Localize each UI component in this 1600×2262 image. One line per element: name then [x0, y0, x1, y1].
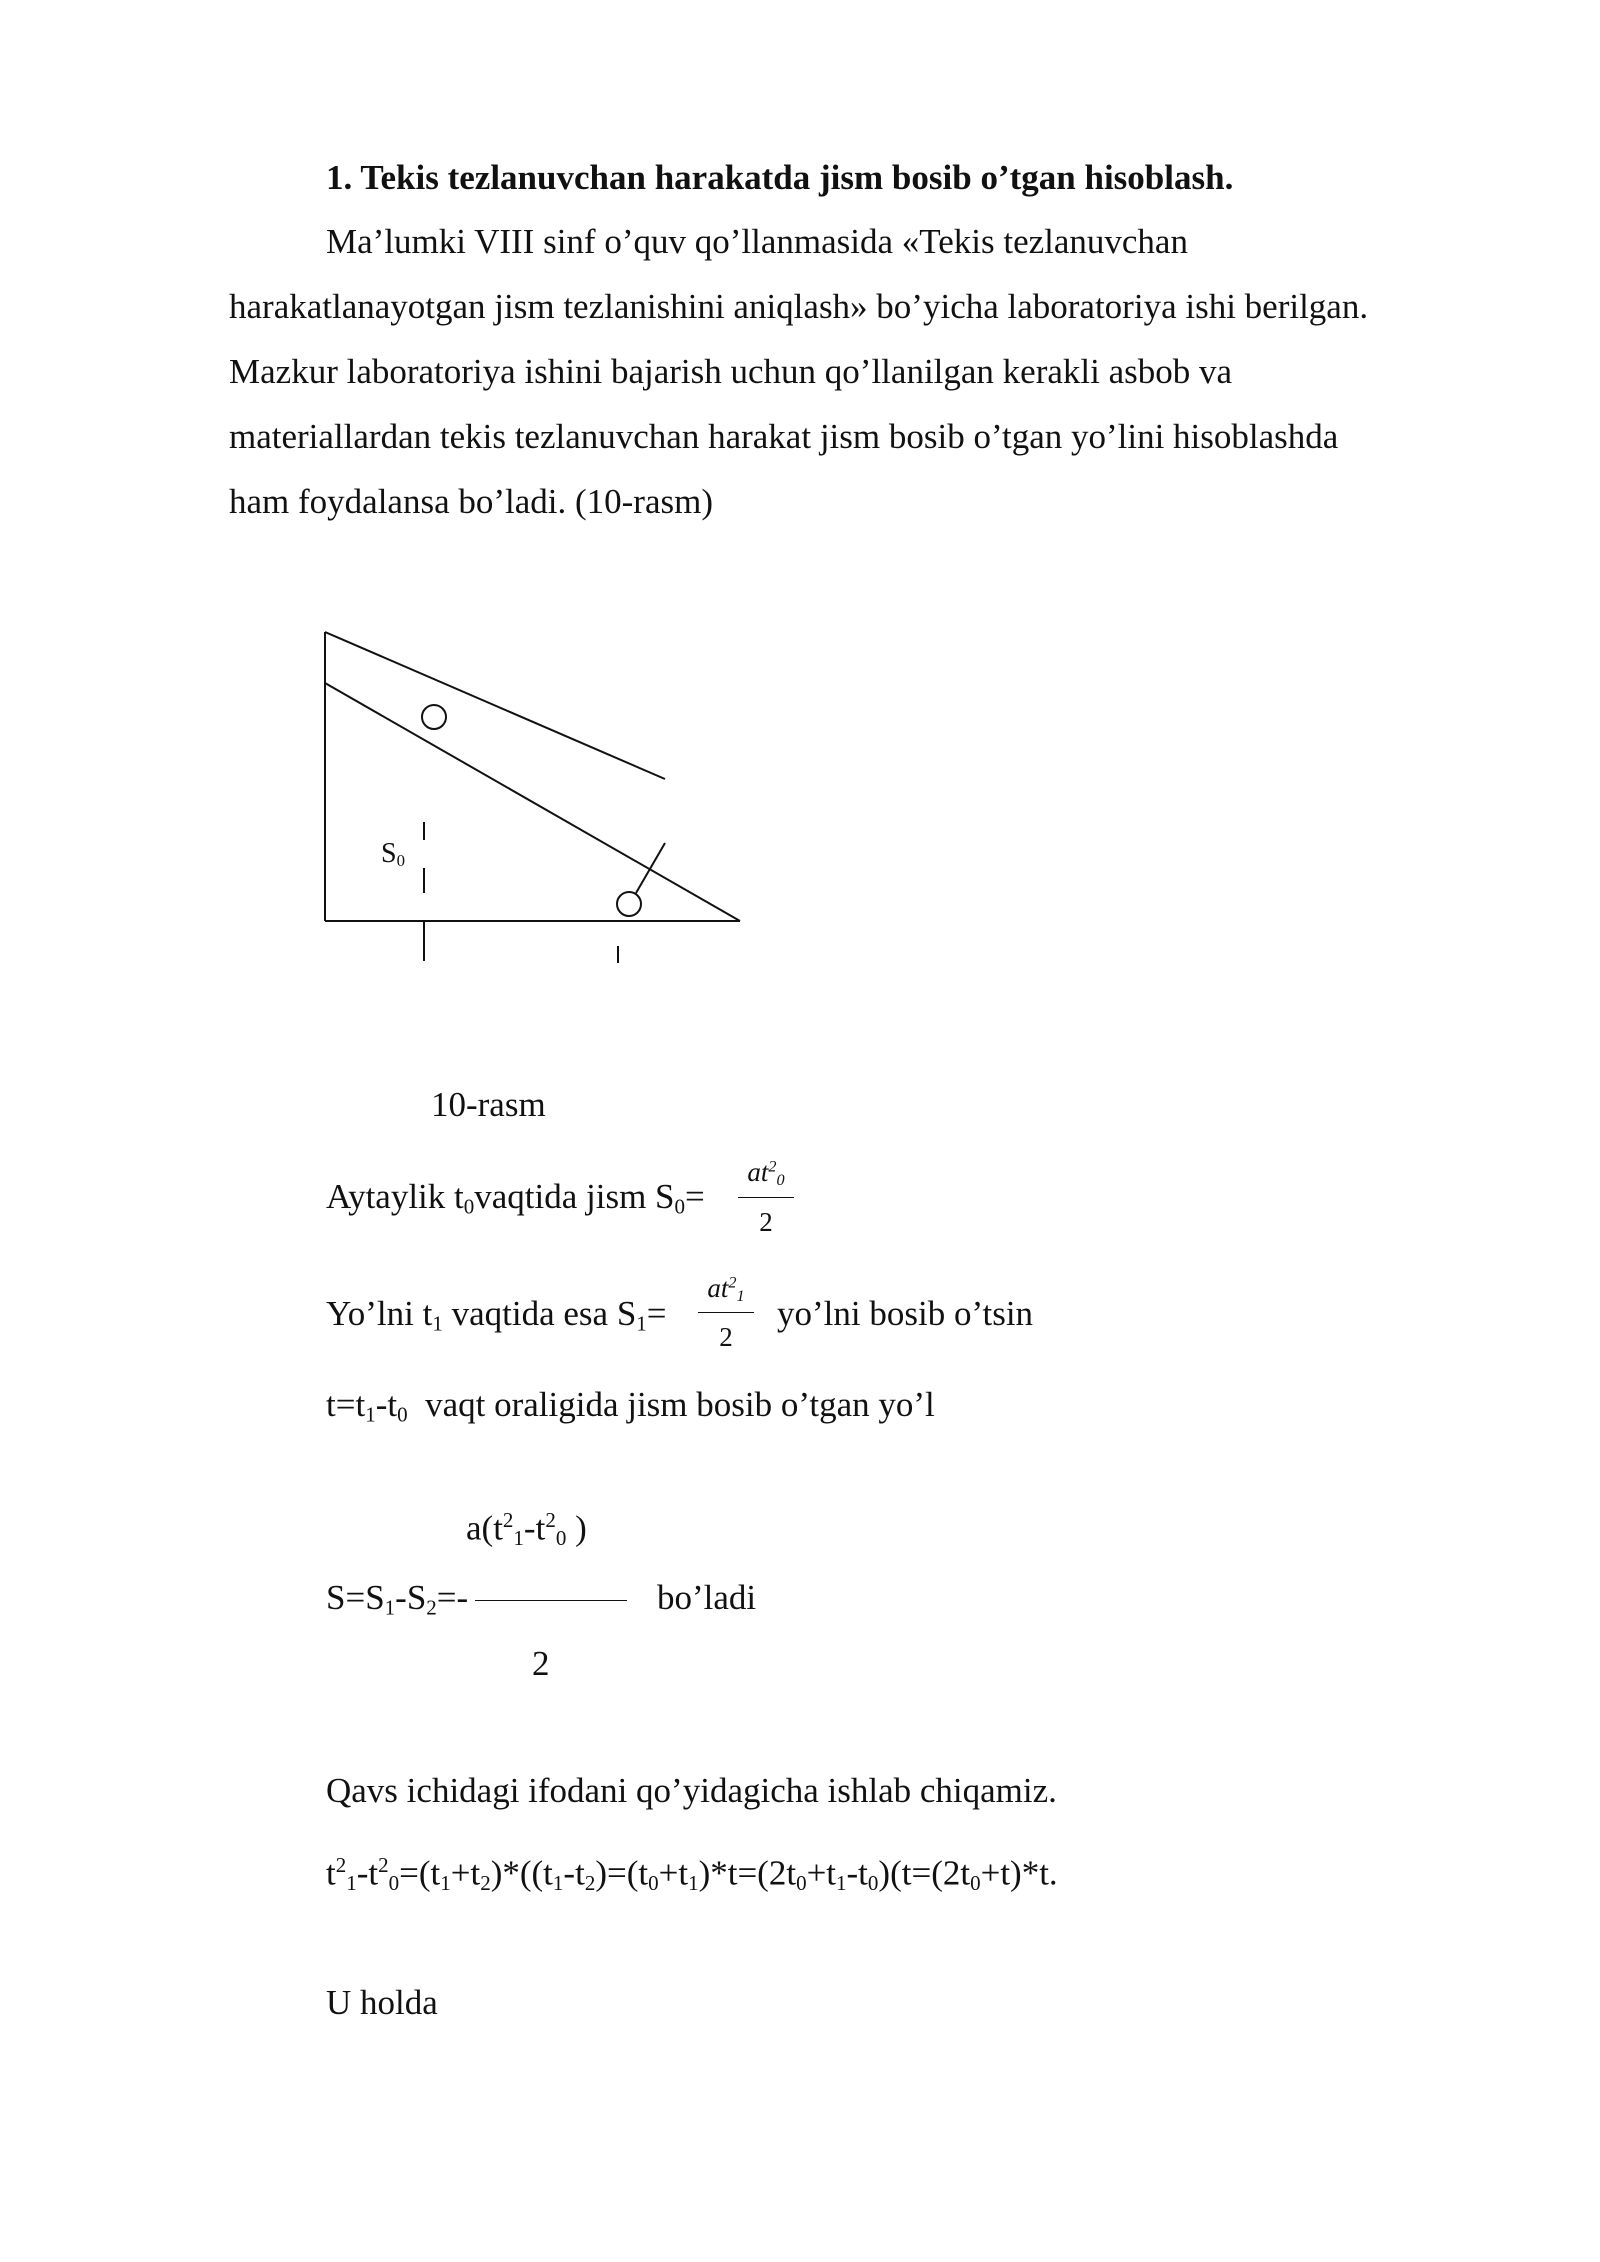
s0-label: $S_0$ — [381, 838, 405, 871]
section-heading: 1. Tekis tezlanuvchan harakatda jism bosib o’tgan hisoblash. — [326, 158, 1234, 197]
paragraph-line-2: harakatlanayotgan jism tezlanishini aniqlash» bo’yicha laboratoriya ishi berilgan. — [229, 287, 1369, 326]
paragraph-line-5: ham foydalansa bo’ladi. (10-rasm) — [229, 482, 714, 521]
eq3-text: $t=t_1-t_0$ vaqt oraligida jism bosib o’tgan yo’l — [326, 1385, 935, 1427]
eq4-after-text: bo’ladi — [657, 1578, 757, 1617]
paragraph-line-3: Mazkur laboratoriya ishini bajarish uchun qo’llanilgan kerakli asbob va — [229, 352, 1233, 391]
incline-line — [325, 683, 740, 921]
eq1-text: Aytaylik $t_0vaqtida$ jism $S_0=$ — [326, 1177, 705, 1219]
qavs-line: Qavs ichidagi ifodani qo’yidagicha ishlab chiqamiz. — [326, 1771, 1057, 1810]
eq2-after-text: yo’lni bosib o’tsin — [777, 1294, 1034, 1333]
eq4-lhs: $S=S_1-S_2=-$ — [326, 1578, 469, 1620]
eq1-numerator: $at^2_0$ — [747, 1157, 785, 1190]
eq1-fraction-bar — [738, 1197, 794, 1198]
eq4-numerator: $a(t^2_1-t^2_0$ ) — [466, 1508, 587, 1550]
ball-top — [422, 705, 446, 729]
eq5-text: $t^2_1-t^2_0=(t_1+t_2)*((t_1-t_2)=(t_0+t_1)*t=(2t_0+t_1-t_0)(t=(2t_0+t)*t$. — [326, 1853, 1058, 1895]
u-holda-line: U holda — [326, 1983, 438, 2022]
paragraph-line-1: Ma’lumki VIII sinf o’quv qo’llanmasida «Tekis tezlanuvchan — [326, 222, 1188, 261]
stopper-line — [636, 843, 665, 893]
eq2-text: Yo’lni $t_1$ vaqtida esa $S_1=$ — [326, 1294, 667, 1336]
eq2-fraction-bar — [698, 1312, 754, 1313]
eq2-denominator: 2 — [719, 1322, 733, 1352]
figure-caption: 10-rasm — [431, 1085, 546, 1124]
upper-rail-line — [325, 632, 665, 779]
eq4-denominator: 2 — [532, 1644, 550, 1683]
eq1-denominator: 2 — [759, 1207, 773, 1237]
eq4-fraction-bar — [475, 1600, 627, 1601]
paragraph-line-4: materiallardan tekis tezlanuvchan harakat jism bosib o’tgan yo’lini hisoblashda — [229, 417, 1339, 456]
eq2-numerator: $at^2_1$ — [707, 1273, 745, 1306]
ball-bottom — [617, 892, 641, 916]
